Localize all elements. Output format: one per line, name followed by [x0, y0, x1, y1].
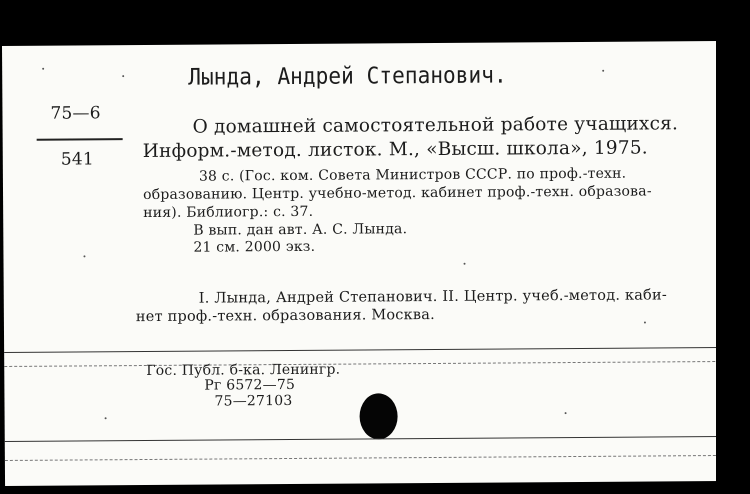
- subject-line-2: нет проф.-техн. образования. Москва.: [135, 306, 435, 326]
- call-number-divider: [37, 138, 123, 141]
- note-line-3: ния). Библиогр.: с. 37.: [143, 203, 314, 222]
- card-rule-upper-dashed: [4, 361, 720, 367]
- call-number-bottom: 541: [60, 149, 94, 170]
- card-heading-author: Лында, Андрей Степанович.: [188, 62, 507, 91]
- scan-speck: [105, 417, 107, 419]
- card-rule-upper: [4, 347, 720, 353]
- call-number-top: 75—6: [50, 103, 101, 124]
- library-stamp-line-3: 75—27103: [214, 392, 293, 410]
- scan-speck: [464, 263, 466, 265]
- scan-speck: [42, 68, 44, 70]
- scan-speck: [602, 70, 604, 72]
- note-line-5: 21 см. 2000 экз.: [193, 238, 316, 256]
- card-rule-lower: [5, 436, 721, 442]
- card-rule-lower-dashed: [5, 455, 721, 461]
- scan-speck: [83, 255, 85, 257]
- punch-hole: [359, 393, 397, 439]
- scan-speck: [644, 322, 646, 324]
- catalog-card: [2, 41, 721, 486]
- title-line-2: Информ.-метод. листок. М., «Высш. школа», 1975.: [142, 137, 648, 163]
- note-line-4: В вып. дан авт. А. С. Лында.: [193, 221, 408, 239]
- library-stamp-line-2: Рг 6572—75: [204, 376, 296, 394]
- scan-speck: [122, 75, 124, 77]
- note-line-1: 38 с. (Гос. ком. Совета Министров СССР. по проф.-техн.: [198, 165, 627, 185]
- scan-speck: [565, 412, 567, 414]
- subject-line-1: I. Лында, Андрей Степанович. II. Центр. учеб.-метод. каби-: [198, 287, 667, 307]
- note-line-2: образованию. Центр. учебно-метод. кабинет проф.-техн. образова-: [142, 183, 652, 204]
- library-stamp-line-1: Гос. Публ. б-ка. Ленингр.: [146, 361, 341, 380]
- title-line-1: О домашней самостоятельной работе учащихся.: [192, 113, 679, 138]
- scan-border: [716, 0, 750, 494]
